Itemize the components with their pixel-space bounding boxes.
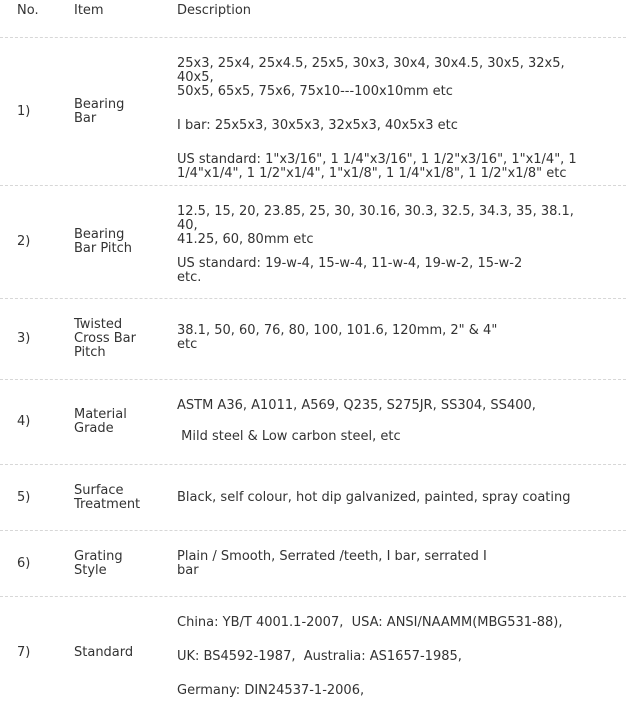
row-number: 7) [17,644,31,660]
header-row [0,0,626,38]
row-item: Surface Treatment [74,482,141,512]
row-number: 2) [17,234,31,249]
row-number: 1) [17,103,31,119]
table-row [0,38,626,186]
row-item: Material Grade [74,407,127,436]
row-description: 12.5, 15, 20, 23.85, 25, 30, 30.16, 30.3, 32.5, 34.3, 35, 38.1, 40, 41.25, 60, 80mm etc US standard: 19-w-4, 15-w-4, 11-w-4, 19-w-2, 15-w-2 etc. [177,204,574,285]
table-row [0,597,626,708]
row-number: 3) [17,331,31,346]
row-item: Bearing Bar Pitch [74,227,133,256]
row-description: 25x3, 25x4, 25x4.5, 25x5, 30x3, 30x4, 30x4.5, 30x5, 32x5, 40x5, 50x5, 65x5, 75x6, 75x10---100x10mm etc I bar: 25x5x3, 30x5x3, 32x5x3, 40x5x3 etc US standard: 1"x3/16", 1 1/4"x3/16", 1 1/2"x3/16", 1"x1/4", 1 1/4"x1/4", 1 1/2"x1/4", 1"x1/8", 1 1/4"x1/8", 1 1/2"x1/8" etc [177,56,577,181]
row-number: 4) [17,414,31,429]
row-number: 6) [17,555,31,571]
table-row [0,299,626,380]
table-row [0,531,626,597]
table-row [0,465,626,531]
row-description: Plain / Smooth, Serrated /teeth, I bar, serrated I bar [177,548,487,578]
row-description: 38.1, 50, 60, 76, 80, 100, 101.6, 120mm, 2" & 4" etc [177,323,498,352]
row-description: ASTM A36, A1011, A569, Q235, S275JR, SS304, SS400, Mild steel & Low carbon steel, etc [177,398,536,444]
header-no: No. [17,3,39,18]
header-description: Description [177,3,252,18]
row-number: 5) [17,489,31,505]
row-item: Standard [74,644,134,660]
row-description: China: YB/T 4001.1-2007, USA: ANSI/NAAMM(MBG531-88), UK: BS4592-1987, Australia: AS1657-1985, Germany: DIN24537-1-2006, [177,615,563,698]
header-item: Item [74,3,104,18]
row-item: Grating Style [74,548,123,578]
row-description: Black, self colour, hot dip galvanized, painted, spray coating [177,489,571,505]
table-row [0,186,626,299]
row-item: Twisted Cross Bar Pitch [74,317,136,360]
row-item: Bearing Bar [74,96,125,126]
table-row [0,380,626,465]
